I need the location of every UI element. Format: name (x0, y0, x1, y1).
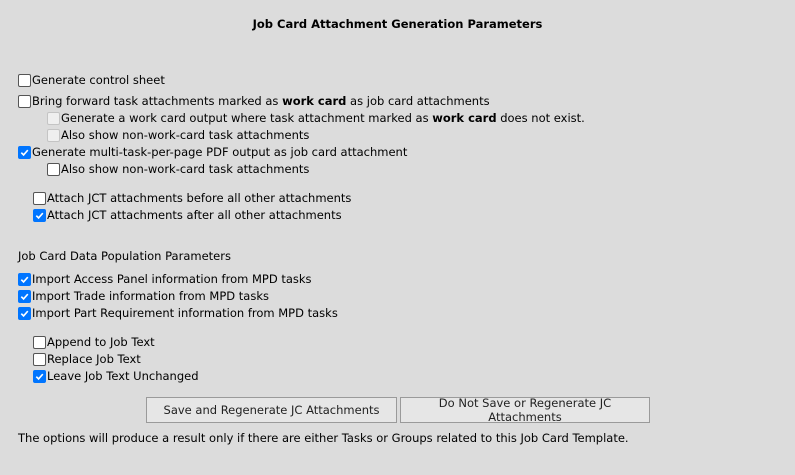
generate-control-sheet-checkbox[interactable] (18, 74, 31, 87)
leave-job-text-checkbox[interactable] (33, 370, 46, 383)
also-show-non-work-card-option-1 (47, 127, 309, 143)
append-job-text-option[interactable] (33, 334, 155, 350)
do-not-save-button[interactable]: Do Not Save or Regenerate JC Attachments (400, 397, 650, 423)
bring-forward-checkbox[interactable] (18, 95, 31, 108)
multi-task-pdf-label: Generate multi-task-per-page PDF output as job card attachment (32, 145, 408, 159)
append-job-text-label: Append to Job Text (47, 335, 155, 349)
page-title: Job Card Attachment Generation Parameters (252, 17, 543, 31)
import-access-panel-label: Import Access Panel information from MPD tasks (32, 272, 312, 286)
also-show-non-work-card-checkbox-1 (47, 129, 60, 142)
import-part-requirement-option[interactable] (18, 305, 338, 321)
multi-task-pdf-option[interactable] (18, 144, 407, 160)
import-access-panel-checkbox[interactable] (18, 273, 31, 286)
import-trade-label: Import Trade information from MPD tasks (32, 289, 269, 303)
also-show-non-work-card-label-1: Also show non-work-card task attachments (61, 128, 310, 142)
leave-job-text-option[interactable] (33, 368, 199, 384)
replace-job-text-label: Replace Job Text (47, 352, 141, 366)
attach-after-label: Attach JCT attachments after all other attachments (47, 208, 342, 222)
attach-after-option[interactable] (33, 207, 342, 223)
generate-work-card-output-label: Generate a work card output where task attachment marked as work card does not exist. (61, 111, 585, 125)
import-part-requirement-label: Import Part Requirement information from MPD tasks (32, 306, 338, 320)
generate-control-sheet-option[interactable] (18, 72, 165, 88)
bring-forward-label: Bring forward task attachments marked as work card as job card attachments (32, 94, 490, 108)
generate-control-sheet-label: Generate control sheet (32, 73, 165, 87)
import-access-panel-option[interactable] (18, 271, 312, 287)
attach-after-checkbox[interactable] (33, 209, 46, 222)
also-show-non-work-card-label-2: Also show non-work-card task attachments (61, 162, 310, 176)
bring-forward-option[interactable] (18, 93, 490, 109)
attach-before-checkbox[interactable] (33, 192, 46, 205)
attach-before-label: Attach JCT attachments before all other attachments (47, 191, 352, 205)
also-show-non-work-card-checkbox-2[interactable] (47, 163, 60, 176)
import-part-requirement-checkbox[interactable] (18, 307, 31, 320)
save-regenerate-button[interactable]: Save and Regenerate JC Attachments (146, 397, 397, 423)
import-trade-checkbox[interactable] (18, 290, 31, 303)
footer-note: The options will produce a result only if there are either Tasks or Groups related to this Job Card Template. (18, 431, 629, 445)
import-trade-option[interactable] (18, 288, 269, 304)
generate-work-card-output-option (47, 110, 585, 126)
leave-job-text-label: Leave Job Text Unchanged (47, 369, 199, 383)
replace-job-text-checkbox[interactable] (33, 353, 46, 366)
population-section-heading: Job Card Data Population Parameters (18, 249, 231, 263)
append-job-text-checkbox[interactable] (33, 336, 46, 349)
replace-job-text-option[interactable] (33, 351, 141, 367)
attach-before-option[interactable] (33, 190, 351, 206)
multi-task-pdf-checkbox[interactable] (18, 146, 31, 159)
generate-work-card-output-checkbox (47, 112, 60, 125)
also-show-non-work-card-option-2[interactable] (47, 161, 309, 177)
